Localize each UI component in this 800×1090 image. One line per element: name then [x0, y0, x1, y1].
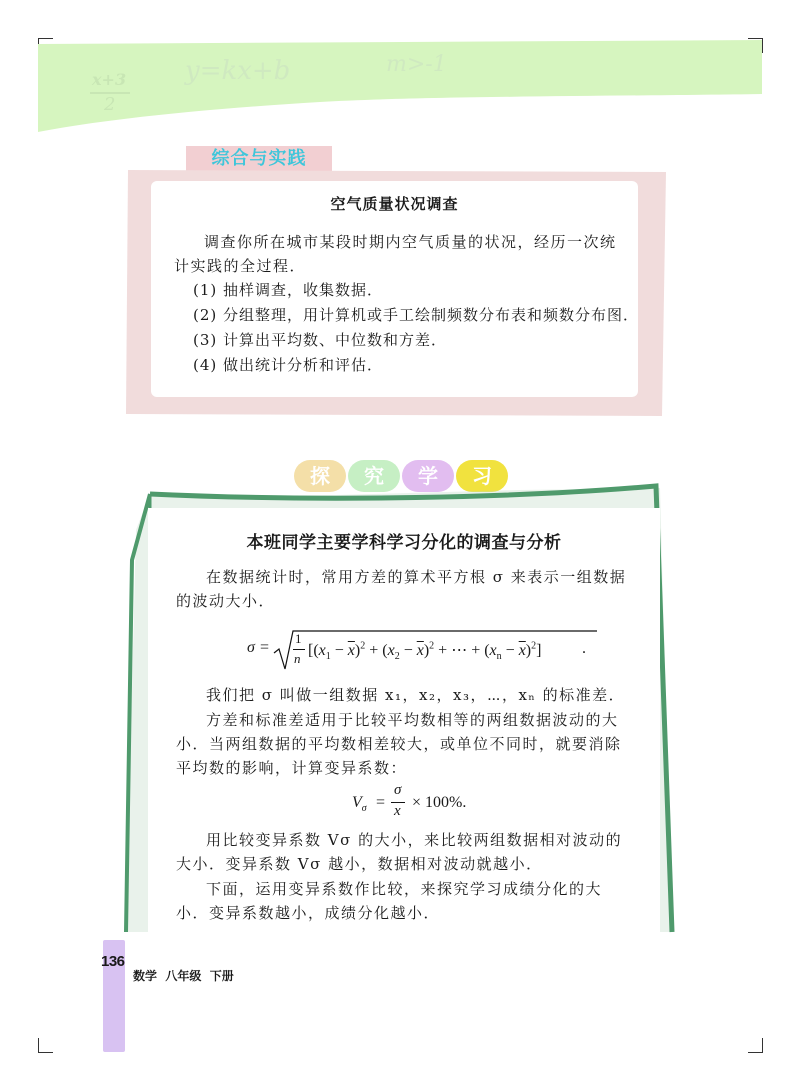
practice-tab-label: 综合与实践 — [211, 148, 307, 169]
explore-badge-2: 究 — [348, 460, 400, 492]
book-title: 数学 八年级 下册 — [133, 969, 234, 983]
crop-mark-bottom-left — [38, 1038, 53, 1053]
page-number: 136 — [101, 953, 125, 970]
banner-formula-fraction-num: x+3 — [92, 70, 127, 89]
banner-formula-linear: y=kx+b — [185, 56, 291, 86]
explore-badge-3: 学 — [402, 460, 454, 492]
practice-item-3: (3) 计算出平均数、中位数和方差． — [193, 331, 448, 349]
formula-coefficient-variation: $V_\sigma$ = σ $\overline{x}$ × 100%. — [352, 782, 467, 819]
practice-title: 空气质量状况调查 — [330, 195, 459, 213]
banner-formula-inequality: m>-1 — [386, 52, 447, 77]
explore-para-5: 下面，运用变异系数作比较，来探究学习成绩分化的大小．变异系数越小，成绩分化越小． — [176, 880, 603, 922]
formula-standard-deviation: σ = 1 n [$(x_1 - \overline{x})^2 + (x_2 - \overline{x})^2$ + ⋯ + $(x_n - \overline{x})^2$] . — [230, 627, 610, 673]
practice-item-1: (1) 抽样调查，收集数据． — [193, 281, 384, 299]
explore-para-4: 用比较变异系数 Vσ 的大小，来比较两组数据相对波动的大小．变异系数 Vσ 越小，数据相对波动就越小． — [176, 831, 623, 873]
crop-mark-bottom-right — [748, 1038, 763, 1053]
banner-formula-fraction-den: 2 — [104, 94, 116, 115]
explore-badge-4: 习 — [456, 460, 508, 492]
explore-para-3: 方差和标准差适用于比较平均数相等的两组数据波动的大小．当两组数据的平均数相差较大，或单位不同时，就要消除平均数的影响，计算变异系数： — [176, 711, 622, 777]
practice-item-2: (2) 分组整理，用计算机或手工绘制频数分布表和频数分布图． — [193, 306, 640, 324]
explore-para-2: 我们把 σ 叫做一组数据 x₁，x₂，x₃，⋯，xₙ 的标准差． — [206, 686, 626, 704]
practice-intro: 调查你所在城市某段时期内空气质量的状况，经历一次统计实践的全过程． — [174, 233, 617, 275]
practice-item-4: (4) 做出统计分析和评估． — [193, 356, 384, 374]
explore-badge-1: 探 — [294, 460, 346, 492]
explore-para-1: 在数据统计时，常用方差的算术平方根 σ 来表示一组数据的波动大小． — [176, 568, 627, 610]
explore-title: 本班同学主要学科学习分化的调查与分析 — [246, 533, 562, 553]
